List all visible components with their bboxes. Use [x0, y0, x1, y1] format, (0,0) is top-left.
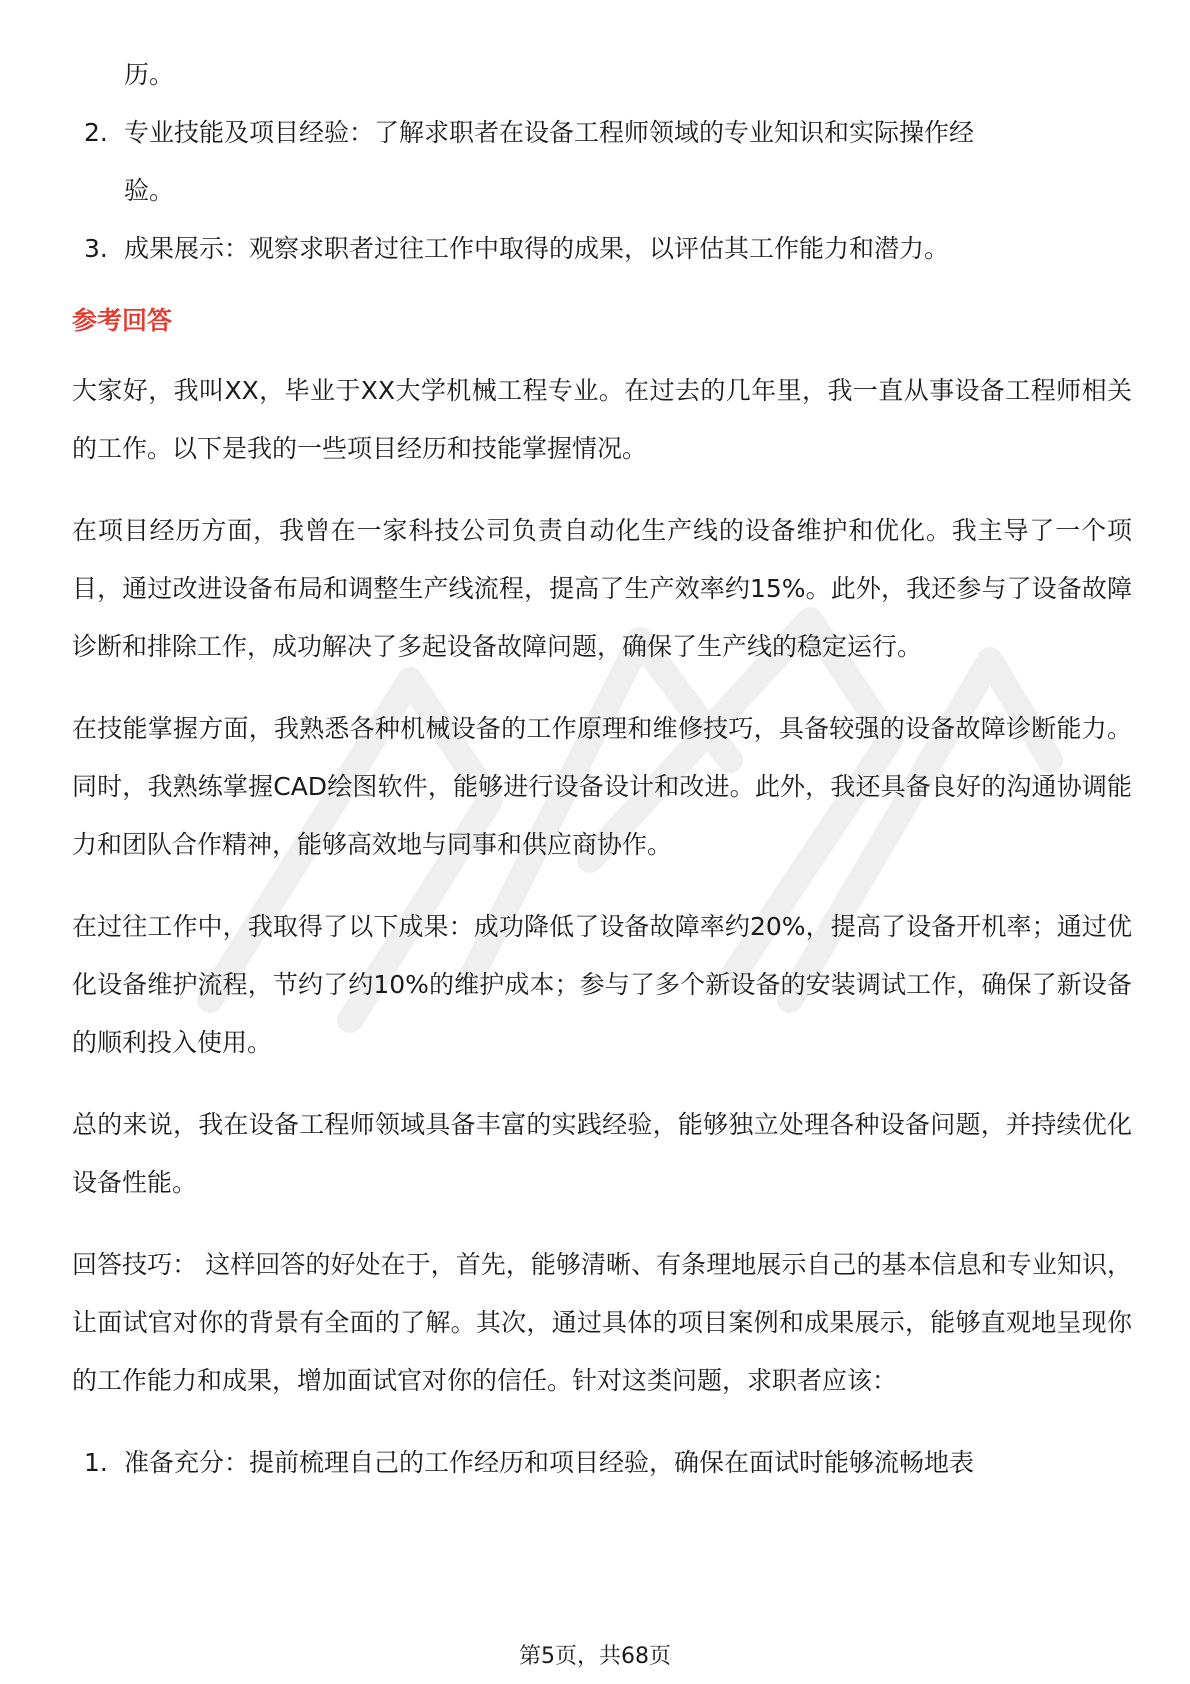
paragraph: 在项目经历方面，我曾在一家科技公司负责自动化生产线的设备维护和优化。我主导了一个项目，通过改进设备布局和调整生产线流程，提高了生产效率约15%。此外，我还参与了设备故障诊断和排除工作，成功解决了多起设备故障问题，确保了生产线的稳定运行。 — [72, 516, 1132, 661]
tips-list — [72, 1434, 1132, 1492]
document-body — [72, 46, 1132, 1492]
list-item-text: 专业技能及项目经验：了解求职者在设备工程师领域的专业知识和实际操作经 — [124, 118, 975, 147]
list-item — [72, 220, 1132, 278]
list-item-text: 成果展示：观察求职者过往工作中取得的成果，以评估其工作能力和潜力。 — [124, 234, 950, 263]
paragraph: 在技能掌握方面，我熟悉各种机械设备的工作原理和维修技巧，具备较强的设备故障诊断能力。同时，我熟练掌握CAD绘图软件，能够进行设备设计和改进。此外，我还具备良好的沟通协调能力和团队合作精神，能够高效地与同事和供应商协作。 — [72, 714, 1132, 859]
list-item — [72, 104, 1132, 162]
list-number: 1. — [84, 1448, 108, 1477]
page-footer: 第5页，共68页 — [519, 1644, 671, 1669]
paragraph: 在过往工作中，我取得了以下成果：成功降低了设备故障率约20%，提高了设备开机率；通过优化设备维护流程，节约了约10%的维护成本；参与了多个新设备的安装调试工作，确保了新设备的顺利投入使用。 — [72, 912, 1132, 1057]
paragraph: 总的来说，我在设备工程师领域具备丰富的实践经验，能够独立处理各种设备问题，并持续优化设备性能。 — [72, 1110, 1132, 1197]
continuation-text: 历。 — [124, 60, 175, 89]
list-item-text: 准备充分：提前梳理自己的工作经历和项目经验，确保在面试时能够流畅地表 — [124, 1448, 975, 1477]
paragraph: 回答技巧： 这样回答的好处在于，首先，能够清晰、有条理地展示自己的基本信息和专业知识，让面试官对你的背景有全面的了解。其次，通过具体的项目案例和成果展示，能够直观地呈现你的工作能力和成果，增加面试官对你的信任。针对这类问题，求职者应该： — [72, 1250, 1132, 1395]
list-item-continuation: 验。 — [124, 176, 175, 205]
section-heading: 参考回答 — [72, 306, 173, 335]
intro-list — [72, 104, 1132, 278]
list-number: 2. — [84, 118, 108, 147]
paragraph: 大家好，我叫XX，毕业于XX大学机械工程专业。在过去的几年里，我一直从事设备工程师相关的工作。以下是我的一些项目经历和技能掌握情况。 — [72, 376, 1132, 463]
list-number: 3. — [84, 234, 108, 263]
list-item — [72, 1434, 1132, 1492]
